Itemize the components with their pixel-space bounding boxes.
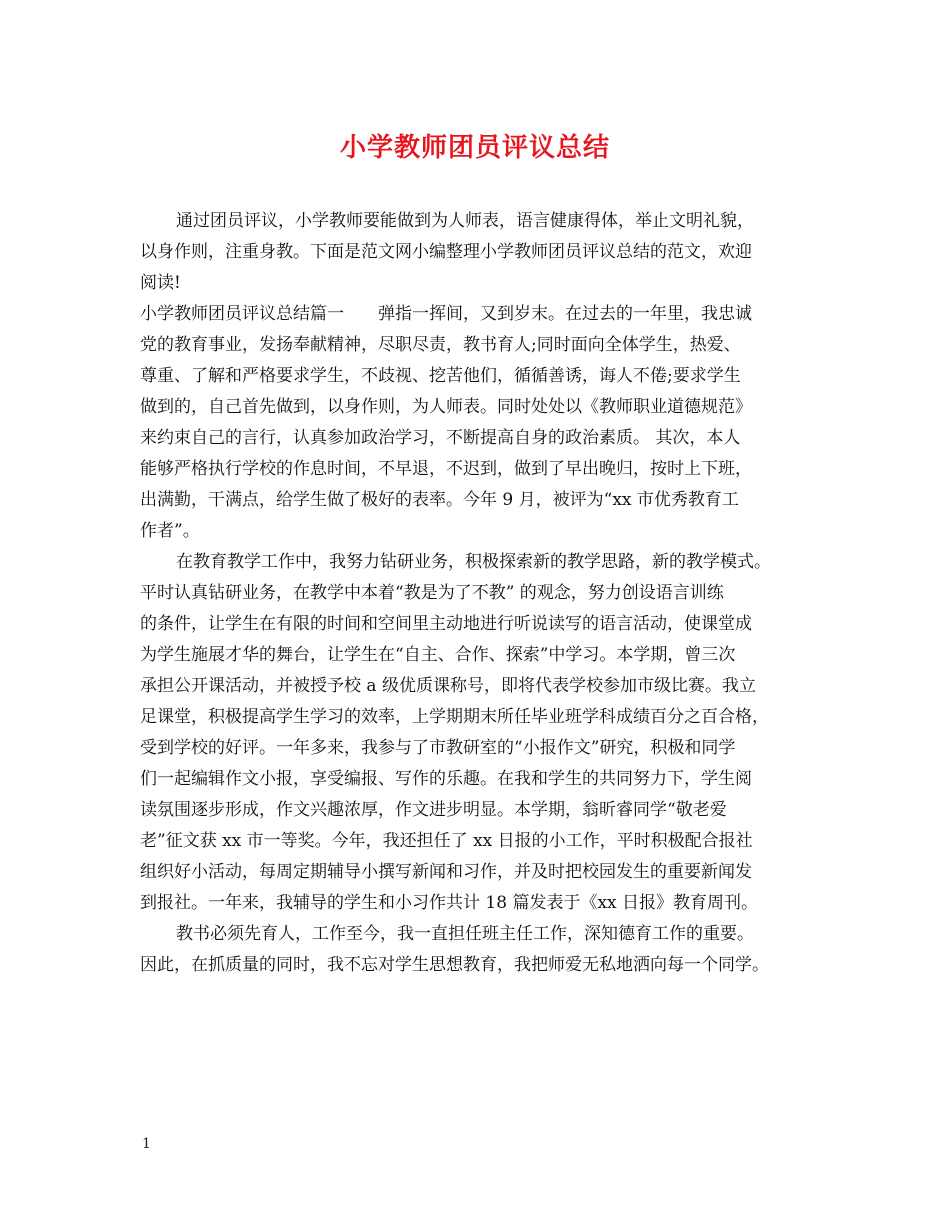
body-line: 足课堂，积极提高学生学习的效率，上学期期末所任毕业班学科成绩百分之百合格， — [140, 707, 769, 727]
body-line: 通过团员评议，小学教师要能做到为人师表，语言健康得体，举止文明礼貌， — [176, 211, 754, 231]
body-line: 到报社。一年来，我辅导的学生和小习作共计 18 篇发表于《xx 日报》教育周刊。 — [140, 893, 759, 913]
body-line: 尊重、了解和严格要求学生，不歧视、挖苦他们，循循善诱，诲人不倦;要求学生 — [140, 366, 741, 386]
body-line: 老”征文获 xx 市一等奖。今年，我还担任了 xx 日报的小工作，平时积极配合报社 — [140, 831, 753, 851]
body-line: 出满勤，干满点，给学生做了极好的表率。今年 9 月，被评为“xx 市优秀教育工 — [140, 490, 739, 510]
body-line: 们一起编辑作文小报，享受编报、写作的乐趣。在我和学生的共同努力下，学生阅 — [140, 769, 752, 789]
body-line: 在教育教学工作中，我努力钻研业务，积极探索新的教学思路，新的教学模式。 — [176, 552, 771, 572]
body-line: 小学教师团员评议总结篇一 弹指一挥间，又到岁末。在过去的一年里，我忠诚 — [140, 304, 752, 324]
body-line: 因此，在抓质量的同时，我不忘对学生思想教育，我把师爱无私地洒向每一个同学。 — [140, 955, 769, 975]
body-line: 组织好小活动，每周定期辅导小撰写新闻和习作，并及时把校园发生的重要新闻发 — [140, 862, 752, 882]
body-line: 来约束自己的言行，认真参加政治学习，不断提高自身的政治素质。 其次，本人 — [140, 428, 741, 448]
body-line: 作者”。 — [140, 521, 200, 541]
body-line: 读氛围逐步形成，作文兴趣浓厚，作文进步明显。本学期，翁昕睿同学“敬老爱 — [140, 800, 727, 820]
body-line: 教书必须先育人，工作至今，我一直担任班主任工作，深知德育工作的重要。 — [176, 924, 754, 944]
body-line: 的条件，让学生在有限的时间和空间里主动地进行听说读写的语言活动，使课堂成 — [140, 614, 752, 634]
body-line: 为学生施展才华的舞台，让学生在“自主、合作、探索”中学习。本学期，曾三次 — [140, 645, 736, 665]
document-title: 小学教师团员评议总结 — [339, 133, 610, 163]
body-line: 能够严格执行学校的作息时间，不早退，不迟到，做到了早出晚归，按时上下班， — [140, 459, 752, 479]
page-number: 1 — [142, 1136, 151, 1152]
document-body — [140, 206, 820, 981]
body-line: 党的教育事业，发扬奉献精神，尽职尽责，教书育人;同时面向全体学生，热爱、 — [140, 335, 741, 355]
body-line: 平时认真钻研业务，在教学中本着“教是为了不教” 的观念，努力创设语言训练 — [140, 583, 724, 603]
body-line: 受到学校的好评。一年多来，我参与了市教研室的“小报作文”研究，积极和同学 — [140, 738, 736, 758]
body-line: 做到的，自己首先做到，以身作则，为人师表。同时处处以《教师职业道德规范》 — [140, 397, 752, 417]
body-line: 阅读! — [140, 273, 181, 293]
body-line: 以身作则，注重身教。下面是范文网小编整理小学教师团员评议总结的范文，欢迎 — [140, 242, 752, 262]
body-line: 承担公开课活动，并被授予校 a 级优质课称号，即将代表学校参加市级比赛。我立 — [140, 676, 756, 696]
